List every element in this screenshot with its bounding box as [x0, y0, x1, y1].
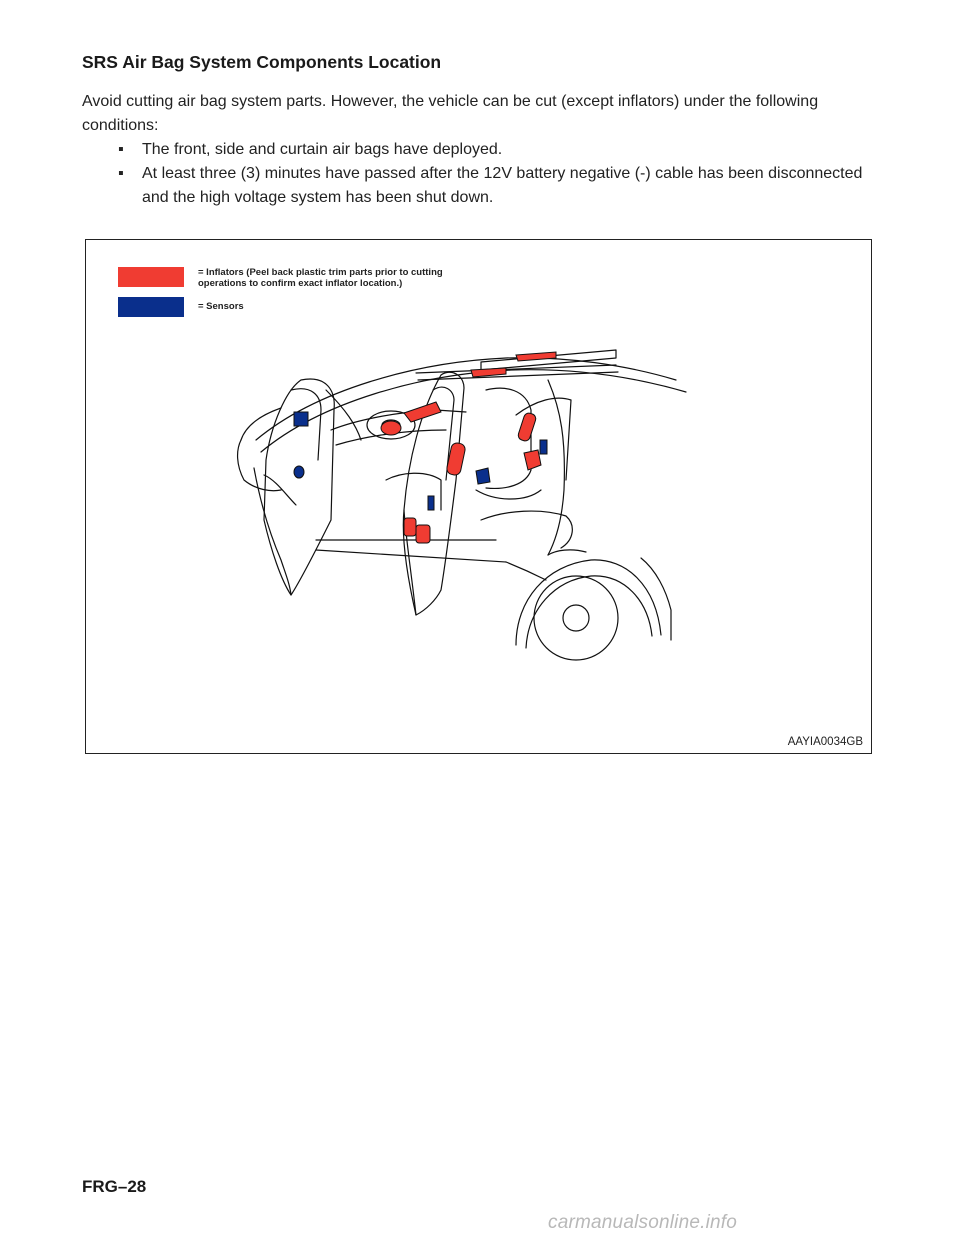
side-impact-sensor: [294, 466, 304, 478]
condition-item: [118, 162, 878, 210]
c-pillar: [548, 380, 564, 555]
inflator-components: [381, 352, 556, 543]
rear-wheel-arch: [516, 560, 661, 645]
legend-inflators-label: = Inflators (Peel back plastic trim parts prior to cutting operations to confirm exact inflator location.): [198, 267, 443, 289]
condition-text: At least three (3) minutes have passed after the 12V battery negative (-) cable has been disconnected and the high voltage system has been shut down.: [142, 165, 863, 206]
roof-line-inner: [261, 370, 686, 452]
vehicle-illustration: [86, 240, 871, 753]
rear-wheel-hub: [563, 605, 589, 631]
curtain-airbag-inflator: [516, 352, 556, 361]
intro-paragraph: Avoid cutting air bag system parts. However, the vehicle can be cut (except inflators) under the following conditions:: [82, 93, 819, 134]
front-crash-sensor: [294, 412, 308, 426]
rear-side-sensor: [540, 440, 547, 454]
lower-body: [506, 562, 546, 580]
door-pressure-sensor: [428, 496, 434, 510]
rear-quarter: [548, 550, 586, 555]
rear-seat-airbag-inflator: [517, 412, 537, 442]
vehicle-outline: [238, 350, 686, 660]
driver-airbag-inflator: [381, 421, 401, 435]
figure-id: AAYIA0034GB: [787, 736, 863, 748]
watermark-text: carmanualsonline.info: [548, 1212, 738, 1233]
rear-wheel-arch-inner: [526, 576, 652, 648]
rear-wheel: [534, 576, 618, 660]
condition-text: The front, side and curtain air bags have deployed.: [142, 141, 503, 158]
airbag-location-figure: [85, 239, 872, 754]
satellite-sensor: [476, 468, 490, 484]
seat-belt-pretensioner: [404, 518, 416, 536]
section-title: SRS Air Bag System Components Location: [82, 52, 442, 72]
passenger-airbag-inflator: [404, 402, 441, 422]
seat-belt-pretensioner: [416, 525, 430, 543]
roof-rail: [416, 365, 616, 373]
rear-bumper: [641, 558, 671, 640]
page-number: FRG–28: [82, 1177, 147, 1196]
bullet-icon: ▪: [118, 165, 124, 182]
rear-seat-cushion: [481, 511, 572, 548]
front-fender: [238, 440, 281, 491]
curtain-airbag-inflator: [471, 368, 506, 377]
conditions-list: [118, 138, 878, 210]
rocker-panel: [316, 550, 506, 562]
front-seat-base: [476, 490, 541, 499]
rear-side-inflator: [524, 450, 541, 470]
bullet-icon: ▪: [118, 141, 124, 158]
legend-sensors-label: = Sensors: [198, 301, 244, 312]
front-door-edge: [254, 468, 291, 595]
condition-item: [118, 138, 878, 162]
a-pillar: [326, 390, 361, 440]
